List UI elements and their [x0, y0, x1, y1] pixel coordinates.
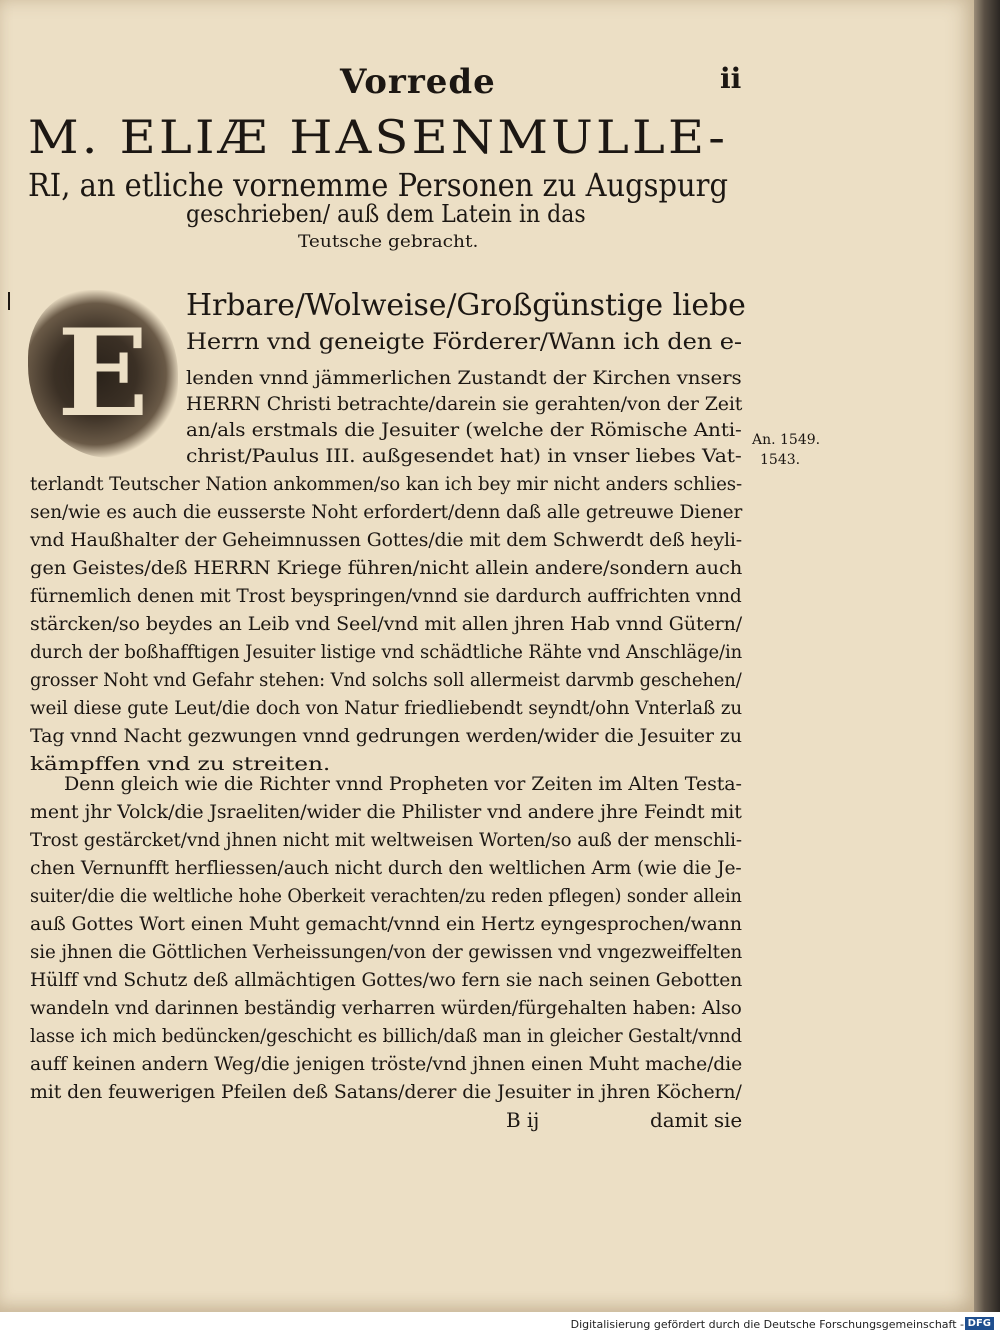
body-line: Trost gestärcket/vnd jhnen nicht mit weltweisen Worten/so auß der menschli-: [30, 830, 742, 851]
body-line: wandeln vnd darinnen beständig verharren würden/fürgehalten haben: Also: [30, 998, 742, 1019]
margin-bracket-mark: [8, 292, 10, 310]
body-line: fürnemlich denen mit Trost beyspringen/vnnd sie dardurch auffrichten vnnd: [30, 586, 742, 607]
margin-note-year: 1543.: [760, 452, 801, 468]
body-line: auff keinen andern Weg/die jenigen tröste/vnd jhnen einen Muht mache/die: [30, 1054, 743, 1075]
body-line: auß Gottes Wort einen Muht gemacht/vnnd ein Hertz eyngesprochen/wann: [30, 914, 742, 935]
body-line: Hrbare/Wolweise/Großgünstige liebe: [186, 288, 746, 323]
body-line: mit den feuwerigen Pfeilen deß Satans/derer die Jesuiter in jhren Köchern/: [30, 1082, 742, 1103]
body-line: suiter/die die weltliche hohe Oberkeit verachten/zu reden pflegen) sonder allein: [30, 886, 742, 907]
body-line: stärcken/so beydes an Leib vnd Seel/vnd mit allen jhren Hab vnnd Gütern/: [30, 614, 743, 635]
catchword: damit sie: [650, 1108, 743, 1132]
body-line: durch der boßhafftigen Jesuiter listige vnd schädtliche Rähte vnd Anschläge/in: [30, 642, 743, 663]
title-translation-note: geschrieben/ auß dem Latein in das: [186, 200, 586, 228]
body-line: chen Vernunfft herfliessen/auch nicht durch den weltlichen Arm (wie die Je-: [30, 858, 742, 879]
body-line: an/als erstmals die Jesuiter (welche der Römische Anti-: [186, 420, 742, 441]
body-line: Tag vnnd Nacht gezwungen vnnd gedrungen werden/wider die Jesuiter zu: [30, 726, 742, 747]
body-line: Herrn vnd geneigte Förderer/Wann ich den e-: [186, 330, 742, 355]
title-addressees: RI, an etliche vornemme Personen zu Augspurg: [28, 166, 728, 204]
body-line: lasse ich mich bedüncken/geschicht es billich/daß man in gleicher Gestalt/vnnd: [30, 1026, 743, 1047]
body-line: Hülff vnd Schutz deß allmächtigen Gottes/wo fern sie nach seinen Gebotten: [30, 970, 743, 991]
decorated-initial: E: [28, 290, 178, 458]
title-translation-note-end: Teutsche gebracht.: [298, 232, 479, 252]
body-line: sen/wie es auch die eusserste Noht erfordert/denn daß alle getreuwe Diener: [30, 502, 743, 523]
margin-note-year: An. 1549.: [752, 432, 821, 448]
footer-credit: Digitalisierung gefördert durch die Deutsche Forschungsgemeinschaft -: [570, 1318, 964, 1331]
body-line: gen Geistes/deß HERRN Kriege führen/nicht allein andere/sondern auch: [30, 558, 743, 579]
signature-mark: B ij: [506, 1108, 540, 1132]
body-line: ment jhr Volck/die Jsraeliten/wider die Philister vnd andere jhre Feindt mit: [30, 802, 742, 823]
body-line: grosser Noht vnd Gefahr stehen: Vnd solchs soll allermeist darvmb geschehen/: [30, 670, 742, 691]
body-line: sie jhnen die Göttlichen Verheissungen/von der gewissen vnd vngezweiffelten: [30, 942, 743, 963]
body-line: weil diese gute Leut/die doch von Natur friedliebendt seyndt/ohn Vnterlaß zu: [30, 698, 743, 719]
page-edge: [974, 0, 1000, 1312]
title-author-name: M. ELIÆ HASENMULLE-: [28, 110, 729, 164]
title-vorrede: Vorrede: [340, 62, 496, 102]
dfg-logo: DFG: [965, 1317, 994, 1330]
body-line: christ/Paulus III. außgesendet hat) in vnser liebes Vat-: [186, 446, 742, 467]
body-line: lenden vnnd jämmerlichen Zustandt der Kirchen vnsers: [186, 368, 742, 389]
body-line: HERRN Christi betrachte/darein sie gerahten/von der Zeit: [186, 394, 743, 415]
body-line: terlandt Teutscher Nation ankommen/so kan ich bey mir nicht anders schlies-: [30, 474, 743, 495]
body-line: Denn gleich wie die Richter vnnd Propheten vor Zeiten im Alten Testa-: [64, 774, 742, 795]
body-line: kämpffen vnd zu streiten.: [30, 754, 331, 775]
folio-number: ii: [720, 62, 742, 95]
body-line: vnd Haußhalter der Geheimnussen Gottes/die mit dem Schwerdt deß heyli-: [30, 530, 743, 551]
